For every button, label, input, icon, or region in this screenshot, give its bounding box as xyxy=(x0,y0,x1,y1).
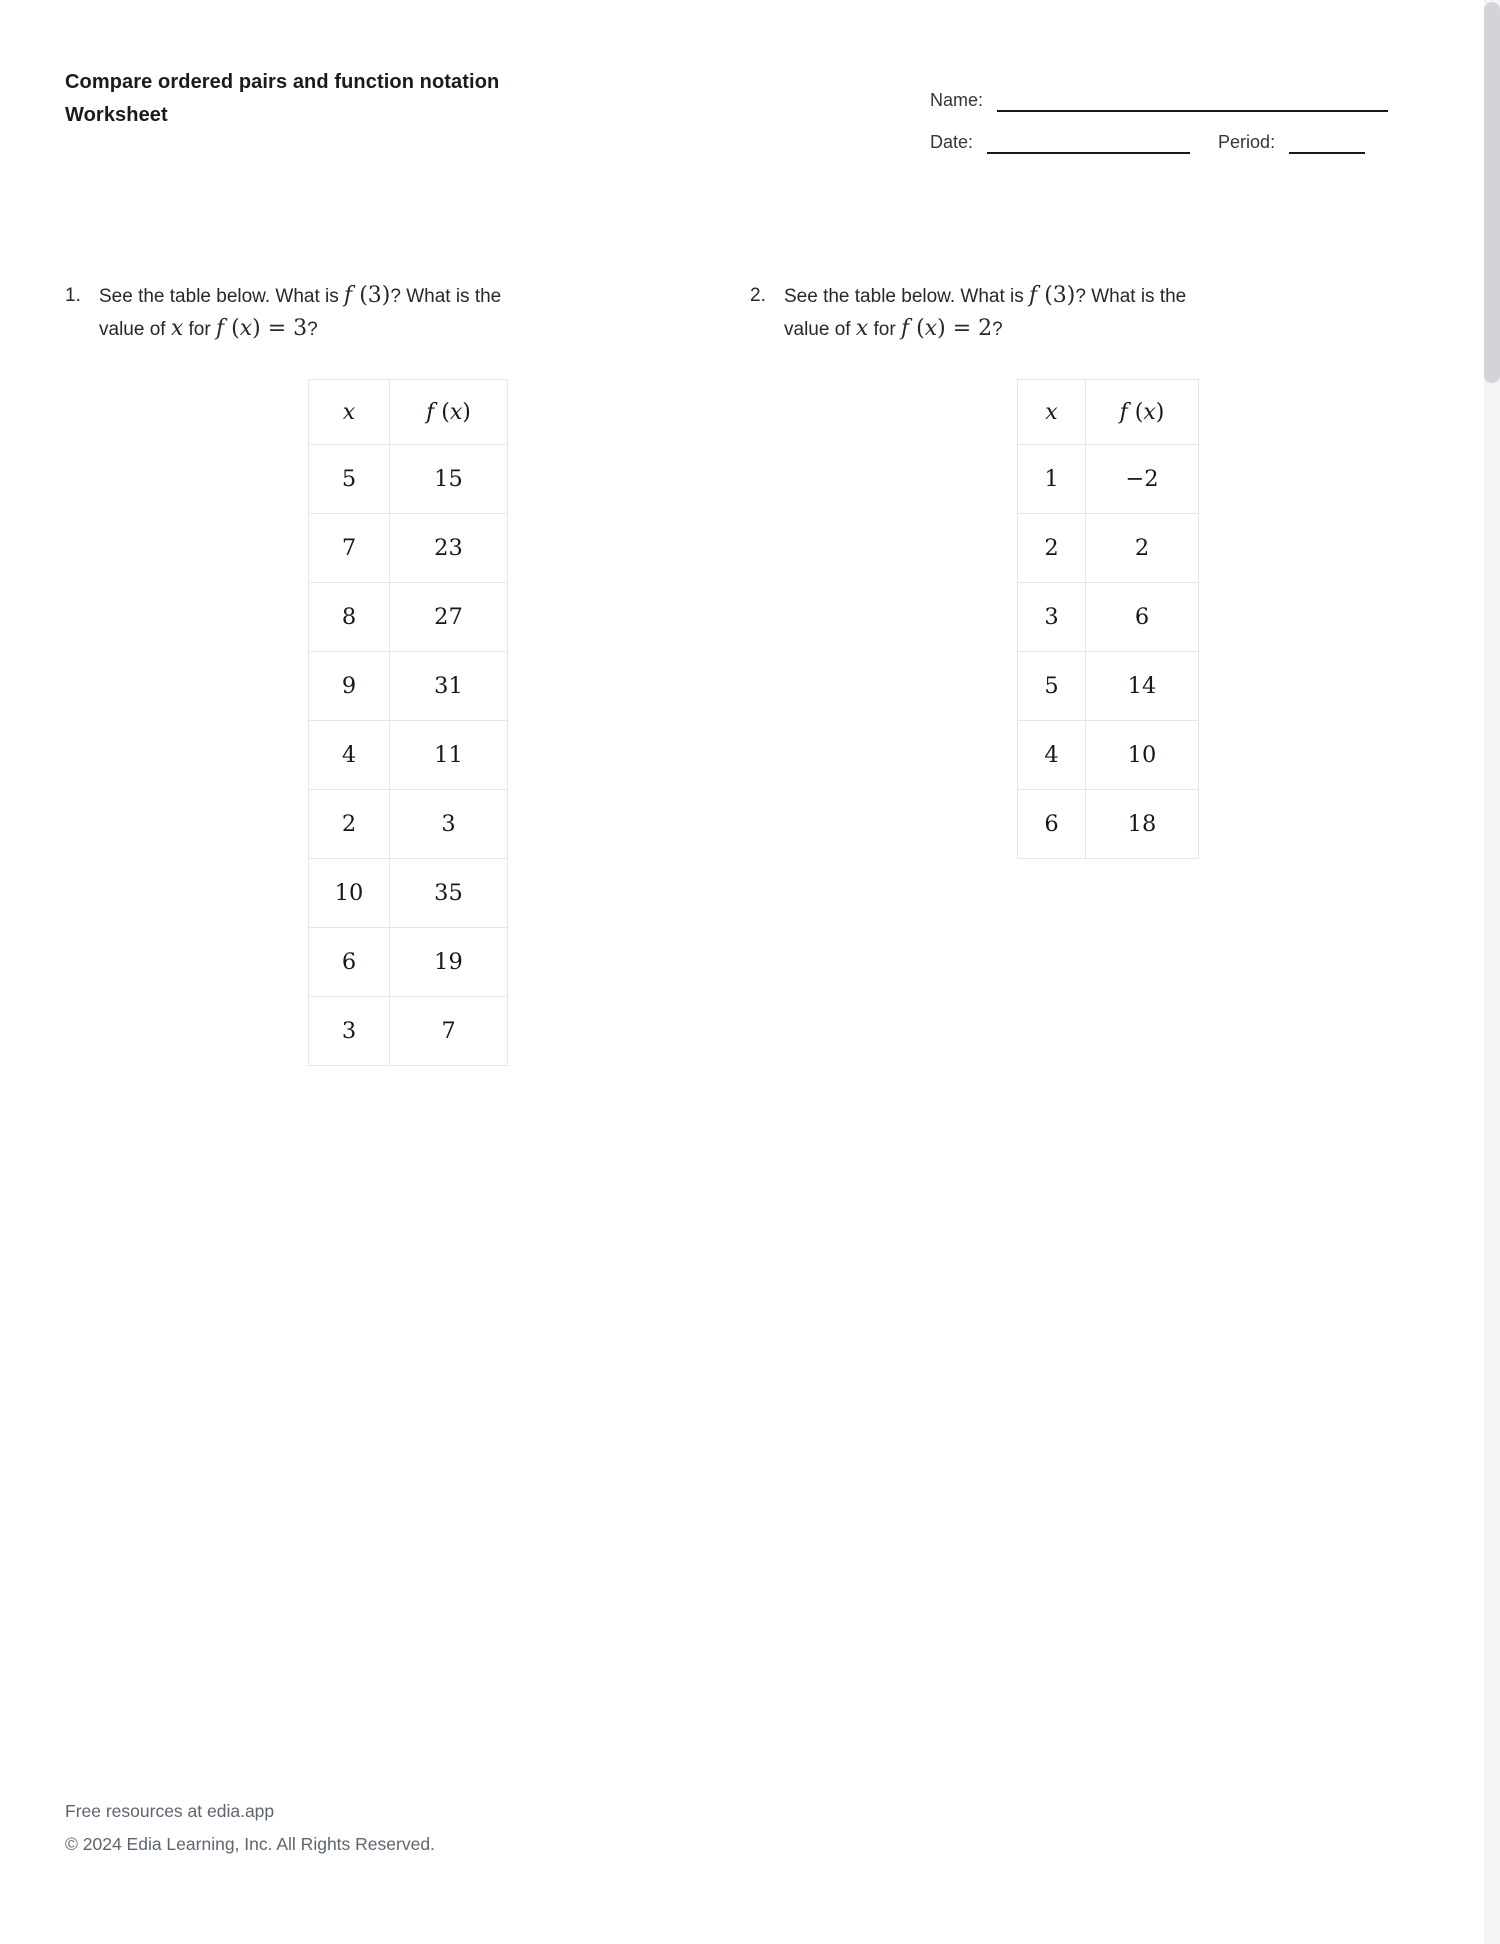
math-segment: x xyxy=(924,316,938,341)
function-table xyxy=(1017,379,1199,859)
table-cell: 5 xyxy=(309,445,390,514)
math-segment: f xyxy=(344,283,353,308)
title-line-2: Worksheet xyxy=(65,104,168,126)
table-cell: 18 xyxy=(1086,790,1199,859)
table-cell: 11 xyxy=(390,721,508,790)
question-block xyxy=(65,279,750,1066)
period-blank-line xyxy=(1289,134,1365,154)
table-cell: 2 xyxy=(1018,514,1086,583)
question-content xyxy=(99,279,501,345)
table-cell: 3 xyxy=(1018,583,1086,652)
table-header-fx xyxy=(1086,380,1199,445)
question-block xyxy=(750,279,1435,1066)
table-row xyxy=(309,514,508,583)
table-cell: 14 xyxy=(1086,652,1199,721)
question-content xyxy=(784,279,1186,345)
footer-copyright-line: © 2024 Edia Learning, Inc. All Rights Reserved. xyxy=(65,1833,435,1854)
text-segment: value of xyxy=(784,319,856,340)
math-segment: ( xyxy=(434,400,450,425)
table-cell: 5 xyxy=(1018,652,1086,721)
table-header-row xyxy=(309,380,508,445)
math-segment: f xyxy=(1029,283,1038,308)
text-segment: value of xyxy=(99,319,171,340)
table-cell: 35 xyxy=(390,859,508,928)
math-segment: (3) xyxy=(352,283,391,308)
table-cell: 7 xyxy=(309,514,390,583)
table-row xyxy=(1018,721,1199,790)
table-row xyxy=(1018,514,1199,583)
table-header-x xyxy=(309,380,390,445)
table-cell: 15 xyxy=(390,445,508,514)
text-segment: ? xyxy=(992,319,1003,340)
table-cell: 10 xyxy=(1086,721,1199,790)
table-cell: 6 xyxy=(309,928,390,997)
math-segment: ) = 3 xyxy=(252,316,308,341)
math-segment: ) = 2 xyxy=(937,316,993,341)
table-body xyxy=(309,445,508,1066)
question-number: 1. xyxy=(65,285,81,306)
table-row xyxy=(309,445,508,514)
math-segment: f xyxy=(1119,400,1128,425)
table-cell: 23 xyxy=(390,514,508,583)
text-segment: for xyxy=(868,319,901,340)
date-period-field-row xyxy=(930,128,1388,154)
math-segment: x xyxy=(1143,400,1156,425)
question-line-1 xyxy=(784,279,1186,312)
footer-resources-line: Free resources at edia.app xyxy=(65,1801,275,1821)
text-segment: for xyxy=(183,319,216,340)
question-text xyxy=(65,279,750,345)
table-header-x xyxy=(1018,380,1086,445)
table-cell: 19 xyxy=(390,928,508,997)
questions-row xyxy=(65,279,1455,1066)
question-line-2 xyxy=(784,312,1186,345)
table-cell: 31 xyxy=(390,652,508,721)
text-segment: ? xyxy=(307,319,318,340)
scrollbar-thumb[interactable] xyxy=(1484,2,1500,383)
table-cell: −2 xyxy=(1086,445,1199,514)
student-fields xyxy=(930,86,1388,154)
table-cell: 2 xyxy=(309,790,390,859)
question-number: 2. xyxy=(750,285,766,306)
question-text xyxy=(750,279,1435,345)
table-row xyxy=(1018,790,1199,859)
math-segment: f xyxy=(215,316,225,341)
math-segment: ) xyxy=(1155,400,1165,425)
table-row xyxy=(309,790,508,859)
page-footer xyxy=(65,1795,435,1860)
math-segment: ( xyxy=(224,316,240,341)
math-segment: ) xyxy=(462,400,471,425)
table-cell: 7 xyxy=(390,997,508,1066)
math-segment: x xyxy=(239,316,253,341)
math-segment: x xyxy=(1045,400,1058,425)
question-line-2 xyxy=(99,312,501,345)
table-row xyxy=(309,928,508,997)
table-cell: 8 xyxy=(309,583,390,652)
question-line-1 xyxy=(99,279,501,312)
text-segment: ? What is the xyxy=(1075,286,1187,307)
function-table xyxy=(308,379,508,1066)
text-segment: ? What is the xyxy=(390,286,502,307)
text-segment: See the table below. What is xyxy=(99,286,345,307)
table-header-row xyxy=(1018,380,1199,445)
table-cell: 4 xyxy=(1018,721,1086,790)
table-cell: 4 xyxy=(309,721,390,790)
table-cell: 6 xyxy=(1086,583,1199,652)
worksheet-title xyxy=(65,66,499,132)
table-row xyxy=(309,997,508,1066)
table-row xyxy=(1018,583,1199,652)
table-row xyxy=(309,859,508,928)
math-segment: ( xyxy=(909,316,925,341)
table-head xyxy=(309,380,508,445)
table-row xyxy=(309,721,508,790)
math-segment: f xyxy=(426,400,435,425)
table-cell: 6 xyxy=(1018,790,1086,859)
table-cell: 9 xyxy=(309,652,390,721)
date-blank-line xyxy=(987,134,1190,154)
math-segment: f xyxy=(900,316,910,341)
table-cell: 27 xyxy=(390,583,508,652)
name-blank-line xyxy=(997,92,1388,112)
table-cell: 2 xyxy=(1086,514,1199,583)
math-segment: x xyxy=(342,400,356,425)
table-header-fx xyxy=(390,380,508,445)
table-cell: 3 xyxy=(390,790,508,859)
math-segment: x xyxy=(170,316,184,341)
date-label: Date: xyxy=(930,132,974,152)
period-label: Period: xyxy=(1218,132,1276,152)
table-row xyxy=(1018,652,1199,721)
table-cell: 3 xyxy=(309,997,390,1066)
scrollbar-track[interactable] xyxy=(1484,0,1500,1944)
name-label: Name: xyxy=(930,90,984,110)
math-segment: x xyxy=(449,400,463,425)
text-segment: See the table below. What is xyxy=(784,286,1030,307)
math-segment: x xyxy=(855,316,869,341)
table-row xyxy=(309,652,508,721)
table-head xyxy=(1018,380,1199,445)
table-row xyxy=(309,583,508,652)
table-cell: 1 xyxy=(1018,445,1086,514)
name-field-row xyxy=(930,86,1388,112)
title-line-1: Compare ordered pairs and function notation xyxy=(65,71,500,93)
table-body xyxy=(1018,445,1199,859)
math-segment: ( xyxy=(1127,400,1144,425)
table-cell: 10 xyxy=(309,859,390,928)
math-segment: (3) xyxy=(1037,283,1076,308)
table-row xyxy=(1018,445,1199,514)
